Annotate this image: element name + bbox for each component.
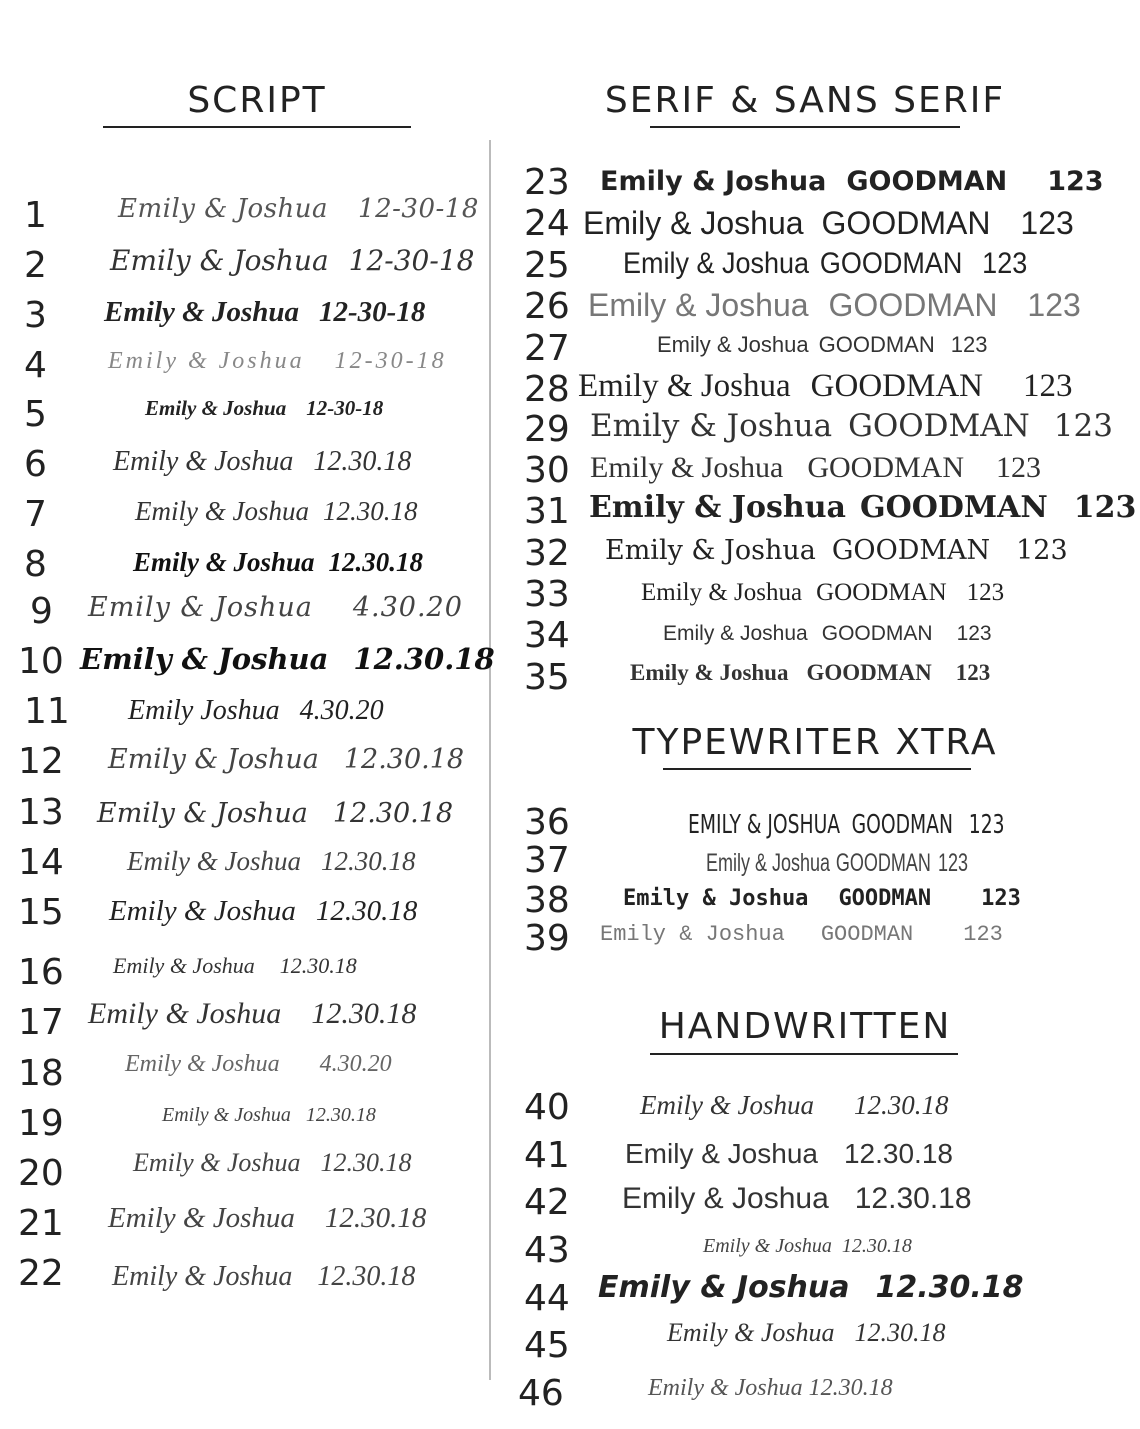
font-sample <box>145 398 383 419</box>
sample-digits: 123 <box>996 451 1042 484</box>
font-sample <box>663 623 992 644</box>
font-number: 18 <box>18 1053 64 1094</box>
font-sample <box>113 448 411 476</box>
font-number: 42 <box>524 1182 570 1223</box>
sample-names: Emily & Joshua <box>623 886 809 911</box>
font-number: 32 <box>524 533 570 574</box>
sample-date: 12.30.18 <box>854 1182 972 1215</box>
font-number: 12 <box>18 741 64 782</box>
sample-date: 12.30.18 <box>328 547 424 577</box>
sample-date: 12.30.18 <box>311 997 417 1030</box>
sample-date: 12.30.18 <box>343 744 465 775</box>
sample-names: Emily & Joshua <box>588 287 809 323</box>
sample-surname: GOODMAN <box>816 579 947 606</box>
font-sample <box>162 1105 376 1125</box>
sample-date: 12.30.18 <box>853 1090 949 1120</box>
font-sample <box>104 298 425 327</box>
font-sample <box>125 1052 392 1076</box>
sample-names: Emily & Joshua <box>590 408 833 444</box>
sample-names: Emily & Joshua <box>125 1051 280 1077</box>
sample-names: Emily & Joshua <box>598 1270 850 1305</box>
font-sample <box>133 1150 412 1176</box>
sample-names: Emily & Joshua <box>88 592 313 623</box>
font-sample <box>113 955 357 977</box>
sample-surname: GOODMAN <box>846 166 1008 197</box>
font-sample <box>623 249 1027 279</box>
sample-names: Emily & Joshua <box>578 368 791 404</box>
font-number: 8 <box>24 544 47 585</box>
font-number: 23 <box>524 162 570 203</box>
sample-names: Emily & Joshua <box>648 1375 803 1401</box>
sample-date: 12.30.18 <box>353 642 495 676</box>
font-sample <box>110 244 475 277</box>
font-sample <box>605 537 1068 564</box>
sample-digits: 123 <box>956 622 992 645</box>
font-sample <box>622 1184 972 1214</box>
sample-surname: GOODMAN <box>848 408 1030 444</box>
sample-names: Emily & Joshua <box>127 846 301 876</box>
sample-date: 12.30.18 <box>322 496 418 526</box>
typewriter-header-rule <box>663 768 971 770</box>
sample-surname: GOODMAN <box>820 922 914 947</box>
font-sample <box>706 851 968 876</box>
font-number: 26 <box>524 286 570 327</box>
font-sample <box>108 349 447 373</box>
font-number: 36 <box>524 802 570 843</box>
sample-date: 12.30.18 <box>808 1375 893 1401</box>
font-number: 27 <box>524 328 570 369</box>
font-sample <box>583 207 1074 239</box>
sample-names: Emily & Joshua <box>630 660 789 685</box>
sample-digits: 123 <box>981 886 1021 911</box>
sample-date: 12-30-18 <box>334 348 447 374</box>
font-number: 6 <box>24 444 47 485</box>
font-number: 19 <box>18 1103 64 1144</box>
font-sample <box>648 1376 893 1400</box>
font-number: 17 <box>18 1002 64 1043</box>
font-number: 31 <box>524 491 570 532</box>
font-number: 30 <box>524 450 570 491</box>
sample-names: Emily & Joshua <box>600 166 827 197</box>
font-number: 7 <box>24 494 47 535</box>
sample-names: Emily & Joshua <box>110 244 329 277</box>
sample-surname: GOODMAN <box>831 535 991 566</box>
font-number: 39 <box>524 918 570 959</box>
sample-digits: 123 <box>1023 368 1073 404</box>
font-sample <box>108 1204 426 1233</box>
sample-names: Emily & Joshua <box>625 1138 818 1169</box>
sample-surname: GOODMAN <box>859 490 1048 525</box>
sample-date: 12.30.18 <box>305 1104 376 1126</box>
font-number: 3 <box>24 295 47 336</box>
sample-names: Emily & Joshua <box>706 849 831 877</box>
font-sample <box>641 580 1004 605</box>
sample-names: Emily & Joshua <box>703 1235 832 1257</box>
font-number: 28 <box>524 369 570 410</box>
font-number: 22 <box>18 1253 64 1294</box>
font-number: 13 <box>18 792 64 833</box>
font-sample <box>600 168 1104 195</box>
sample-names: Emily & Joshua <box>623 247 810 280</box>
font-number: 14 <box>18 842 64 883</box>
font-number: 1 <box>24 195 47 236</box>
font-number: 5 <box>24 394 47 435</box>
sample-surname: GOODMAN <box>810 368 984 404</box>
sample-date: 12.30.18 <box>317 1261 416 1292</box>
sample-surname: GOODMAN <box>807 451 965 484</box>
sample-date: 4.30.20 <box>352 592 463 623</box>
sample-names: Emily & Joshua <box>600 922 785 947</box>
sample-surname: GOODMAN <box>821 205 991 241</box>
font-number: 20 <box>18 1153 64 1194</box>
font-sample <box>88 594 463 621</box>
sample-date: 12.30.18 <box>875 1270 1024 1305</box>
sample-digits: 123 <box>968 810 1005 840</box>
font-sample <box>118 196 479 222</box>
sample-names: Emily & Joshua <box>145 396 287 420</box>
sample-names: Emily & Joshua <box>663 622 808 645</box>
sample-names: Emily & Joshua <box>590 451 784 484</box>
font-sample <box>590 408 1113 444</box>
sample-digits: 123 <box>1027 287 1081 323</box>
sample-date: 12.30.18 <box>313 446 412 477</box>
sample-names: Emily & Joshua <box>113 446 294 477</box>
font-sample <box>600 924 1003 946</box>
sample-names: Emily & Joshua <box>133 1148 301 1177</box>
sample-digits: 123 <box>963 922 1003 947</box>
font-number: 9 <box>30 591 53 632</box>
font-sample <box>657 334 987 356</box>
sample-digits: 123 <box>1073 490 1137 525</box>
font-sample <box>598 1270 1024 1305</box>
sample-names: Emily & Joshua <box>112 1261 293 1292</box>
sample-names: Emily & Joshua <box>657 332 809 357</box>
font-number: 24 <box>524 203 570 244</box>
sample-names: Emily & Joshua <box>118 194 329 224</box>
sample-date: 12.30.18 <box>332 798 454 829</box>
font-sample <box>623 888 1021 910</box>
sample-surname: GOODMAN <box>821 622 933 645</box>
font-number: 40 <box>524 1087 570 1128</box>
font-sample <box>703 1236 912 1256</box>
font-sample <box>640 1092 948 1119</box>
font-number: 35 <box>524 657 570 698</box>
sample-names: Emily & Joshua <box>135 496 309 526</box>
font-sample <box>630 661 990 684</box>
font-sample <box>109 897 417 926</box>
font-number: 45 <box>524 1325 570 1366</box>
font-number: 10 <box>18 641 64 682</box>
sample-surname: GOODMAN <box>818 332 935 357</box>
font-number: 41 <box>524 1135 570 1176</box>
sample-names: Emily & Joshua <box>622 1182 829 1215</box>
font-sample <box>667 1320 946 1346</box>
font-sample <box>128 697 384 725</box>
font-sample <box>688 812 1005 838</box>
font-number: 29 <box>524 409 570 450</box>
font-sample <box>589 490 1137 525</box>
script-header-rule <box>103 126 411 128</box>
font-sample <box>80 642 495 676</box>
handwritten-header-rule <box>650 1053 958 1055</box>
sample-names: Emily & Joshua <box>80 642 329 676</box>
sample-names: Emily & Joshua <box>589 490 846 525</box>
sample-surname: GOODMAN <box>819 247 963 280</box>
sample-names: Emily & Joshua <box>162 1104 291 1126</box>
sample-names: Emily & Joshua <box>108 348 305 374</box>
column-divider <box>489 140 491 1380</box>
font-number: 2 <box>24 245 47 286</box>
font-number: 37 <box>524 840 570 881</box>
font-sample <box>127 848 415 875</box>
sample-digits: 123 <box>938 849 969 877</box>
sample-names: Emily & Joshua <box>104 296 299 328</box>
handwritten-header: HANDWRITTEN <box>658 1006 952 1047</box>
sample-names: Emily & Joshua <box>583 205 804 241</box>
sample-names: EMILY & JOSHUA <box>688 810 841 840</box>
font-number: 44 <box>524 1278 570 1319</box>
sample-digits: 123 <box>1047 166 1104 197</box>
font-number: 43 <box>524 1230 570 1271</box>
font-sample <box>88 999 416 1029</box>
sample-names: Emily & Joshua <box>88 997 282 1030</box>
sample-names: Emily & Joshua <box>133 547 315 577</box>
sample-surname: GOODMAN <box>828 287 998 323</box>
sample-date: 12.30.18 <box>320 846 416 876</box>
sample-date: 12.30.18 <box>315 895 418 927</box>
sample-surname: GOODMAN <box>838 886 932 911</box>
sample-surname: GOODMAN <box>806 660 932 685</box>
font-sample <box>590 453 1041 483</box>
font-sample <box>578 370 1073 403</box>
font-number: 15 <box>18 892 64 933</box>
font-sample <box>625 1140 953 1168</box>
sample-date: 12.30.18 <box>320 1148 412 1177</box>
sample-surname: GOODMAN <box>851 810 953 840</box>
font-number: 34 <box>524 615 570 656</box>
font-number: 16 <box>18 952 64 993</box>
sample-date: 12.30.18 <box>279 953 357 978</box>
font-sample <box>97 800 453 827</box>
sample-date: 12-30-18 <box>306 396 384 420</box>
sample-digits: 123 <box>950 332 988 357</box>
sample-date: 12.30.18 <box>324 1202 427 1234</box>
serif-header: SERIF & SANS SERIF <box>604 80 1006 121</box>
font-sample <box>133 549 423 576</box>
sample-date: 4.30.20 <box>299 695 384 726</box>
sample-names: Emily & Joshua <box>109 895 296 927</box>
font-sample <box>135 498 417 525</box>
sample-names: Emily & Joshua <box>108 1202 295 1234</box>
sample-names: Emily & Joshua <box>113 953 255 978</box>
sample-date: 12-30-18 <box>348 244 475 277</box>
sample-digits: 123 <box>982 247 1028 280</box>
sample-date: 12.30.18 <box>854 1318 946 1347</box>
sample-digits: 123 <box>1016 535 1068 566</box>
font-number: 46 <box>518 1373 564 1414</box>
sample-date: 12-30-18 <box>319 296 426 328</box>
sample-digits: 123 <box>1020 205 1074 241</box>
serif-header-rule <box>650 126 960 128</box>
sample-names: Emily & Joshua <box>108 744 319 775</box>
font-number: 38 <box>524 880 570 921</box>
font-number: 25 <box>524 245 570 286</box>
sample-digits: 123 <box>1053 408 1113 444</box>
font-number: 4 <box>24 345 47 386</box>
sample-names: Emily & Joshua <box>640 1090 814 1120</box>
sample-digits: 123 <box>955 660 991 685</box>
sample-date: 12.30.18 <box>843 1138 953 1169</box>
font-sample <box>112 1263 415 1291</box>
typewriter-header: TYPEWRITER XTRA <box>632 722 998 763</box>
sample-date: 12-30-18 <box>358 194 479 224</box>
sample-digits: 123 <box>966 579 1005 606</box>
font-number: 11 <box>24 691 70 732</box>
font-number: 33 <box>524 574 570 615</box>
script-header: SCRIPT <box>187 80 327 121</box>
font-sample <box>588 289 1081 321</box>
sample-date: 4.30.20 <box>319 1051 392 1077</box>
sample-names: Emily & Joshua <box>605 535 816 566</box>
sample-names: Emily & Joshua <box>97 798 308 829</box>
sample-names: Emily & Joshua <box>667 1318 835 1347</box>
sample-date: 12.30.18 <box>841 1235 912 1257</box>
sample-surname: GOODMAN <box>835 849 931 877</box>
font-sample <box>108 746 464 773</box>
font-number: 21 <box>18 1203 64 1244</box>
sample-names: Emily Joshua <box>128 695 280 726</box>
sample-names: Emily & Joshua <box>641 579 803 606</box>
